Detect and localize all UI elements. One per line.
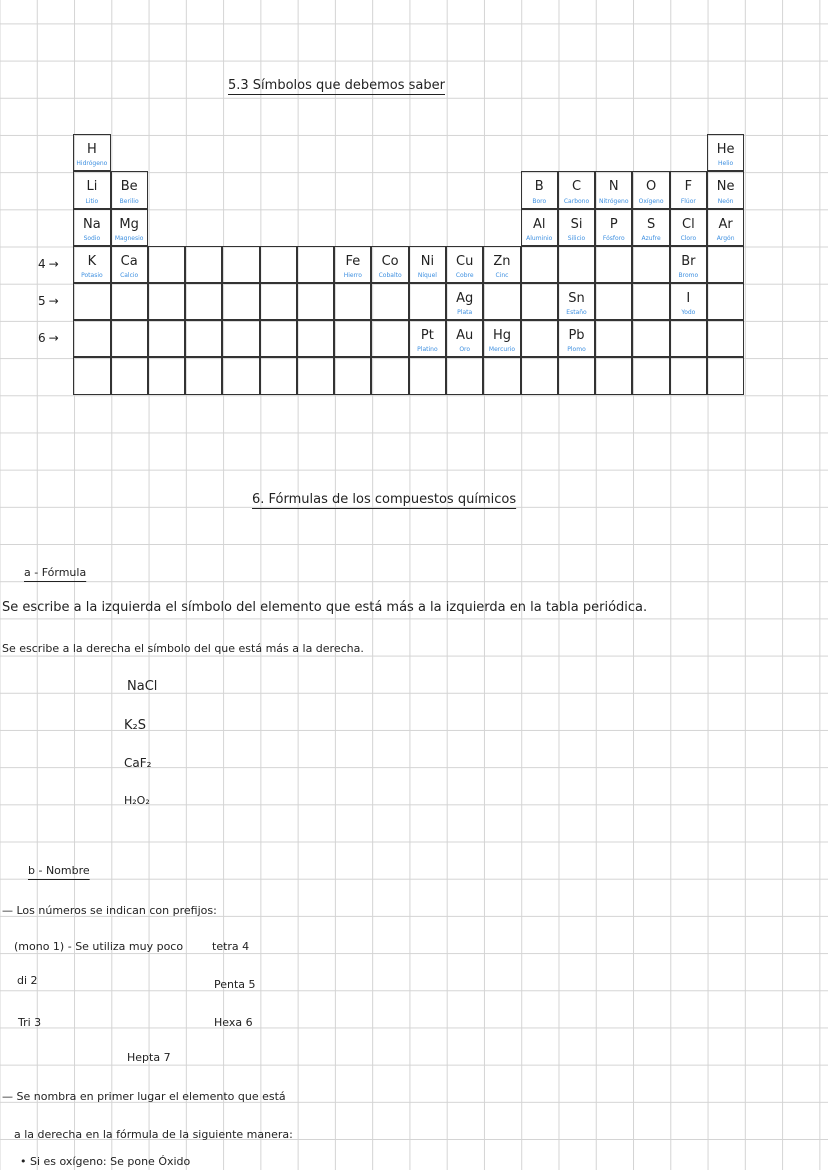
- element-name: Aluminio: [526, 234, 553, 242]
- element-name: Argón: [716, 234, 735, 242]
- element-symbol: Br: [681, 253, 696, 269]
- element-symbol: Sn: [568, 291, 585, 307]
- empty-cell: [334, 283, 371, 320]
- empty-cell: [371, 320, 408, 357]
- element-cell: [446, 246, 483, 283]
- naming-rule-line-2: a la derecha en la fórmula de la siguiente manera:: [14, 1128, 293, 1141]
- element-symbol: Au: [456, 328, 474, 344]
- arrow-right-icon: →: [48, 256, 59, 271]
- element-name: Silicio: [567, 234, 586, 242]
- element-symbol: K: [87, 253, 97, 269]
- element-symbol: Al: [532, 216, 546, 232]
- empty-cell: [632, 246, 669, 283]
- empty-cell: [521, 357, 558, 394]
- empty-cell: [558, 357, 595, 394]
- empty-cell: [409, 283, 446, 320]
- element-name: Fósforo: [602, 234, 625, 242]
- element-name: Cloro: [680, 234, 697, 242]
- empty-cell: [632, 357, 669, 394]
- period-arrow: [38, 294, 59, 308]
- element-symbol: H: [86, 142, 97, 158]
- element-name: Calcio: [120, 272, 139, 280]
- element-cell: [707, 171, 744, 208]
- prefix-penta: Penta 5: [214, 978, 256, 991]
- element-name: Berilio: [119, 197, 139, 205]
- period-number: 5: [38, 293, 46, 308]
- period-arrow: [38, 331, 59, 345]
- empty-cell: [222, 246, 259, 283]
- empty-cell: [670, 357, 707, 394]
- element-cell: [707, 209, 744, 246]
- formula-example: CaF₂: [124, 756, 152, 770]
- element-cell: [73, 246, 110, 283]
- arrow-right-icon: →: [48, 331, 59, 345]
- empty-cell: [148, 283, 185, 320]
- element-symbol: S: [646, 216, 656, 232]
- element-name: Flúor: [680, 197, 696, 205]
- empty-cell: [111, 320, 148, 357]
- empty-cell: [297, 357, 334, 394]
- element-symbol: Zn: [493, 253, 511, 269]
- formula-rule-1: Se escribe a la izquierda el símbolo del elemento que está más a la izquierda en la tabla periódica.: [2, 600, 648, 615]
- formula-example: K₂S: [124, 718, 146, 733]
- element-name: Oro: [459, 346, 471, 354]
- element-cell: [558, 171, 595, 208]
- element-cell: [632, 209, 669, 246]
- element-name: Sodio: [83, 234, 101, 242]
- element-cell: [446, 283, 483, 320]
- element-cell: [371, 246, 408, 283]
- naming-rule-line-1: — Se nombra en primer lugar el elemento que está: [2, 1090, 286, 1103]
- element-name: Níquel: [417, 272, 437, 280]
- empty-cell: [222, 283, 259, 320]
- period-number: 4: [38, 256, 46, 271]
- empty-cell: [446, 357, 483, 394]
- element-name: Nitrógeno: [599, 197, 629, 205]
- empty-cell: [185, 320, 222, 357]
- element-symbol: Ca: [120, 253, 138, 269]
- element-cell: [521, 209, 558, 246]
- empty-cell: [334, 320, 371, 357]
- element-cell: [73, 209, 110, 246]
- element-cell: [670, 171, 707, 208]
- prefix-hexa: Hexa 6: [214, 1016, 253, 1029]
- period-arrow: [38, 257, 59, 271]
- empty-cell: [222, 357, 259, 394]
- element-cell: [558, 283, 595, 320]
- name-heading: b - Nombre: [28, 864, 90, 877]
- element-name: Neón: [717, 197, 734, 205]
- element-name: Yodo: [681, 309, 696, 317]
- formula-example: NaCl: [127, 679, 158, 694]
- element-name: Cobalto: [378, 272, 402, 280]
- element-symbol: Ne: [716, 179, 735, 195]
- element-name: Hierro: [343, 272, 362, 280]
- formula-rule-2: Se escribe a la derecha el símbolo del que está más a la derecha.: [2, 642, 364, 655]
- element-cell: [670, 283, 707, 320]
- element-cell: [521, 171, 558, 208]
- empty-cell: [297, 283, 334, 320]
- empty-cell: [409, 357, 446, 394]
- element-name: Cinc: [495, 272, 509, 280]
- empty-cell: [260, 320, 297, 357]
- element-cell: [595, 171, 632, 208]
- element-cell: [334, 246, 371, 283]
- section-title-formulas: 6. Fórmulas de los compuestos químicos: [252, 492, 517, 507]
- empty-cell: [371, 283, 408, 320]
- empty-cell: [595, 246, 632, 283]
- element-symbol: Pt: [420, 328, 434, 344]
- element-symbol: Ar: [718, 216, 733, 232]
- element-name: Boro: [532, 197, 547, 205]
- element-name: Azufre: [641, 234, 661, 242]
- empty-cell: [483, 283, 520, 320]
- element-symbol: Pb: [568, 328, 585, 344]
- empty-cell: [558, 246, 595, 283]
- empty-cell: [185, 246, 222, 283]
- empty-cell: [297, 320, 334, 357]
- empty-cell: [334, 357, 371, 394]
- empty-cell: [371, 357, 408, 394]
- element-cell: [446, 320, 483, 357]
- element-symbol: Hg: [492, 328, 511, 344]
- empty-cell: [148, 246, 185, 283]
- element-symbol: N: [608, 179, 619, 195]
- period-number: 6: [38, 331, 46, 345]
- element-cell: [111, 209, 148, 246]
- empty-cell: [260, 283, 297, 320]
- element-name: Litio: [85, 197, 99, 205]
- prefix-tri: Tri 3: [18, 1016, 42, 1029]
- empty-cell: [73, 320, 110, 357]
- empty-cell: [707, 283, 744, 320]
- element-cell: [111, 246, 148, 283]
- element-cell: [409, 246, 446, 283]
- element-symbol: I: [686, 291, 691, 307]
- element-name: Estaño: [566, 309, 587, 317]
- element-cell: [558, 320, 595, 357]
- empty-cell: [260, 357, 297, 394]
- element-symbol: Mg: [119, 216, 139, 232]
- element-symbol: Cu: [456, 253, 474, 269]
- element-cell: [483, 246, 520, 283]
- element-symbol: Ag: [456, 291, 474, 307]
- element-symbol: He: [716, 142, 735, 158]
- prefix-mono: (mono 1) - Se utiliza muy poco: [14, 940, 184, 953]
- element-name: Bromo: [678, 272, 699, 280]
- empty-cell: [111, 283, 148, 320]
- element-symbol: Be: [120, 179, 138, 195]
- empty-cell: [670, 320, 707, 357]
- empty-cell: [73, 357, 110, 394]
- element-symbol: Si: [570, 216, 583, 232]
- prefix-tetra: tetra 4: [212, 940, 250, 953]
- empty-cell: [632, 320, 669, 357]
- arrow-right-icon: →: [48, 293, 59, 308]
- element-symbol: B: [534, 179, 544, 195]
- element-cell: [111, 171, 148, 208]
- element-name: Platino: [417, 346, 438, 354]
- element-cell: [558, 209, 595, 246]
- prefixes-intro: — Los números se indican con prefijos:: [2, 904, 217, 917]
- empty-cell: [148, 320, 185, 357]
- empty-cell: [595, 357, 632, 394]
- element-name: Helio: [718, 160, 734, 168]
- prefix-di: di 2: [17, 974, 38, 987]
- element-cell: [670, 246, 707, 283]
- element-cell: [73, 171, 110, 208]
- empty-cell: [707, 320, 744, 357]
- empty-cell: [521, 283, 558, 320]
- empty-cell: [185, 357, 222, 394]
- element-name: Hidrógeno: [76, 160, 108, 168]
- element-name: Oxígeno: [638, 197, 664, 205]
- element-symbol: P: [609, 216, 618, 232]
- empty-cell: [483, 357, 520, 394]
- element-symbol: Co: [381, 253, 399, 269]
- formula-example: H₂O₂: [124, 794, 150, 807]
- empty-cell: [111, 357, 148, 394]
- empty-cell: [595, 320, 632, 357]
- formula-heading: a - Fórmula: [24, 566, 87, 579]
- element-name: Mercurio: [488, 346, 516, 354]
- element-cell: [409, 320, 446, 357]
- empty-cell: [521, 246, 558, 283]
- element-name: Potasio: [81, 272, 103, 280]
- element-symbol: Fe: [345, 253, 361, 269]
- empty-cell: [185, 283, 222, 320]
- empty-cell: [521, 320, 558, 357]
- element-cell: [595, 209, 632, 246]
- empty-cell: [297, 246, 334, 283]
- element-name: Magnesio: [114, 234, 144, 242]
- empty-cell: [260, 246, 297, 283]
- empty-cell: [222, 320, 259, 357]
- empty-cell: [707, 246, 744, 283]
- empty-cell: [632, 283, 669, 320]
- element-symbol: O: [645, 179, 657, 195]
- element-cell: [73, 134, 110, 171]
- element-symbol: Cl: [682, 216, 695, 232]
- prefix-hepta: Hepta 7: [127, 1051, 171, 1064]
- element-symbol: C: [571, 179, 582, 195]
- element-name: Cobre: [455, 272, 474, 280]
- element-symbol: F: [684, 179, 693, 195]
- element-name: Plomo: [567, 346, 586, 354]
- empty-cell: [73, 283, 110, 320]
- element-symbol: Li: [86, 179, 98, 195]
- element-cell: [632, 171, 669, 208]
- element-cell: [670, 209, 707, 246]
- empty-cell: [707, 357, 744, 394]
- element-cell: [483, 320, 520, 357]
- element-symbol: Ni: [420, 253, 435, 269]
- element-cell: [707, 134, 744, 171]
- empty-cell: [595, 283, 632, 320]
- section-title-symbols: 5.3 Símbolos que debemos saber: [228, 78, 445, 93]
- element-name: Plata: [457, 309, 473, 317]
- empty-cell: [148, 357, 185, 394]
- naming-bullet-oxygen: • Si es oxígeno: Se pone Óxido: [20, 1155, 191, 1168]
- element-name: Carbono: [563, 197, 590, 205]
- element-symbol: Na: [83, 216, 101, 232]
